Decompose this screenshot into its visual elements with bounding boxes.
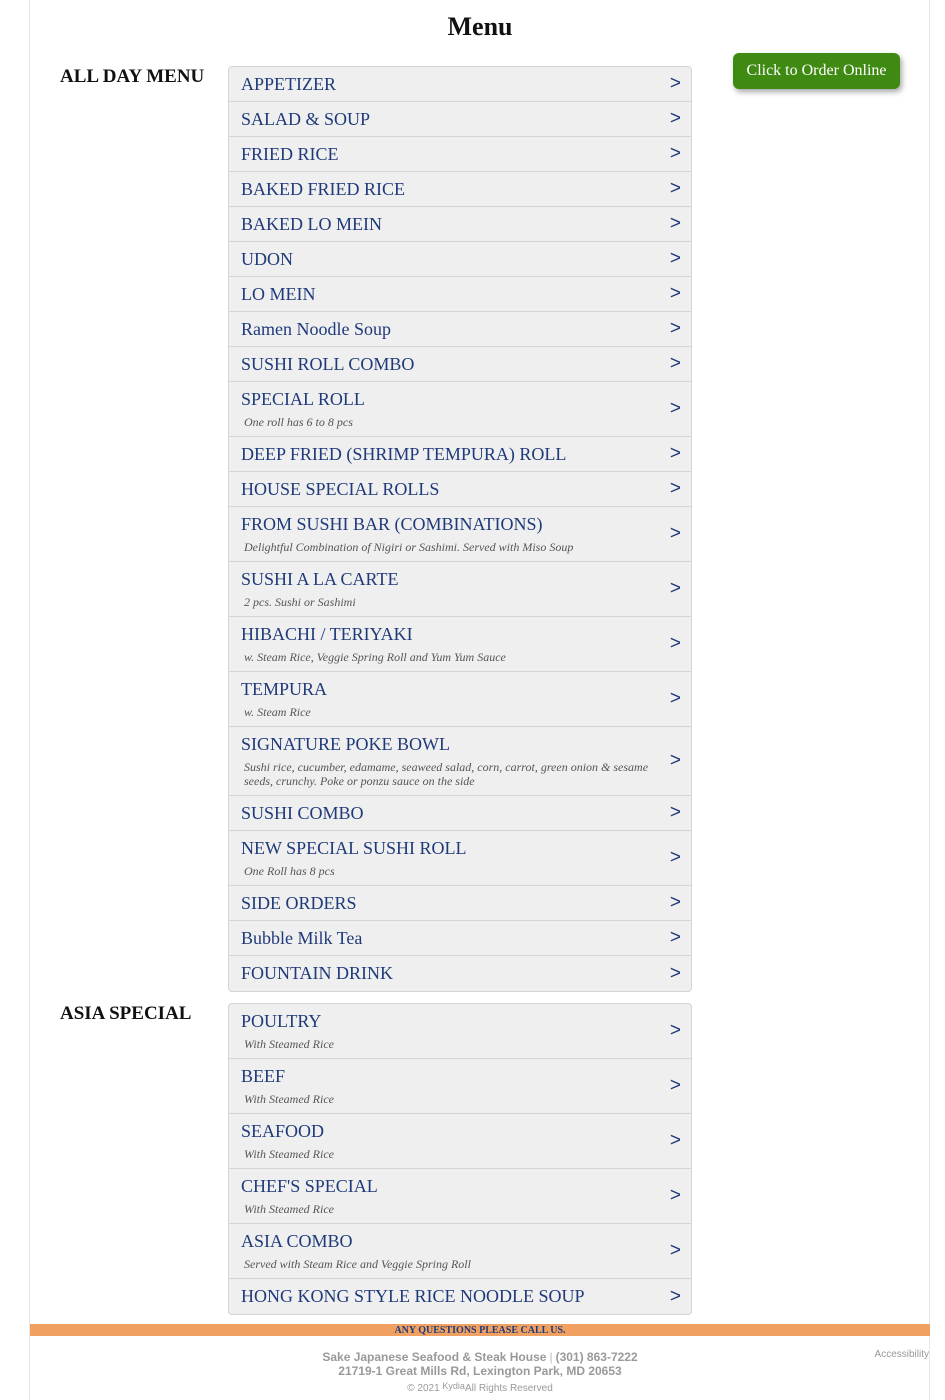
chevron-right-icon: > xyxy=(669,1285,681,1307)
chevron-right-icon: > xyxy=(669,398,681,419)
category-item-baked-fried-rice[interactable] xyxy=(229,172,691,207)
category-name: UDON xyxy=(241,249,293,269)
category-description: With Steamed Rice xyxy=(244,1037,334,1051)
chevron-right-icon: > xyxy=(669,353,681,374)
category-item-hong-kong-style-rice-noodle-soup[interactable] xyxy=(229,1279,691,1314)
chevron-right-icon: > xyxy=(669,523,681,544)
chevron-right-icon: > xyxy=(669,283,681,304)
chevron-right-icon: > xyxy=(669,688,681,709)
category-item-asia-combo[interactable] xyxy=(229,1224,691,1279)
footer-copyright xyxy=(0,1381,945,1394)
category-item-fried-rice[interactable] xyxy=(229,137,691,172)
category-name: FROM SUSHI BAR (COMBINATIONS) xyxy=(241,514,543,534)
category-description: w. Steam Rice, Veggie Spring Roll and Yum Yum Sauce xyxy=(244,650,506,664)
category-name: BEEF xyxy=(241,1066,286,1086)
chevron-right-icon: > xyxy=(669,213,681,234)
category-description: Delightful Combination of Nigiri or Sashimi. Served with Miso Soup xyxy=(244,540,574,554)
call-us-banner: ANY QUESTIONS PLEASE CALL US. xyxy=(30,1324,930,1336)
category-name: SEAFOOD xyxy=(241,1121,325,1141)
category-item-house-special-rolls[interactable] xyxy=(229,472,691,507)
category-name: BAKED FRIED RICE xyxy=(241,179,406,199)
category-item-ramen-noodle-soup[interactable] xyxy=(229,312,691,347)
chevron-right-icon: > xyxy=(669,1075,681,1096)
chevron-right-icon: > xyxy=(669,248,681,269)
category-name: Ramen Noodle Soup xyxy=(241,319,391,339)
category-item-hibachi-teriyaki[interactable] xyxy=(229,617,691,672)
category-item-fountain-drink[interactable] xyxy=(229,956,691,991)
category-name: HIBACHI / TERIYAKI xyxy=(241,624,413,644)
chevron-right-icon: > xyxy=(669,962,681,984)
category-name: BAKED LO MEIN xyxy=(241,214,382,234)
order-online-button[interactable]: Click to Order Online xyxy=(733,53,900,89)
category-name: SUSHI ROLL COMBO xyxy=(241,354,415,374)
category-description: With Steamed Rice xyxy=(244,1147,334,1161)
category-item-deep-fried-shrimp-tempura-roll[interactable] xyxy=(229,437,691,472)
page-title: Menu xyxy=(447,12,513,41)
category-name: SPECIAL ROLL xyxy=(241,389,365,409)
category-list-asia-special xyxy=(228,1003,692,1315)
category-name: TEMPURA xyxy=(241,679,328,699)
category-item-salad-soup[interactable] xyxy=(229,102,691,137)
chevron-right-icon: > xyxy=(669,802,681,823)
category-description: With Steamed Rice xyxy=(244,1092,334,1106)
category-name: LO MEIN xyxy=(241,284,316,304)
category-item-chef-s-special[interactable] xyxy=(229,1169,691,1224)
category-description: w. Steam Rice xyxy=(244,705,311,719)
category-item-signature-poke-bowl[interactable] xyxy=(229,727,691,796)
chevron-right-icon: > xyxy=(669,478,681,499)
chevron-right-icon: > xyxy=(669,143,681,164)
category-item-new-special-sushi-roll[interactable] xyxy=(229,831,691,886)
category-item-poultry[interactable] xyxy=(229,1004,691,1059)
section-title-all-day-menu: ALL DAY MENU xyxy=(60,66,205,87)
category-name: APPETIZER xyxy=(241,74,337,94)
category-item-from-sushi-bar-combinations[interactable] xyxy=(229,507,691,562)
chevron-right-icon: > xyxy=(669,108,681,129)
restaurant-name: Sake Japanese Seafood & Steak House xyxy=(322,1350,547,1364)
category-name: POULTRY xyxy=(241,1011,322,1031)
chevron-right-icon: > xyxy=(669,318,681,339)
category-name: HONG KONG STYLE RICE NOODLE SOUP xyxy=(241,1286,585,1306)
chevron-right-icon: > xyxy=(669,892,681,913)
category-name: SIDE ORDERS xyxy=(241,893,357,913)
category-item-side-orders[interactable] xyxy=(229,886,691,921)
category-item-sushi-roll-combo[interactable] xyxy=(229,347,691,382)
category-name: SUSHI A LA CARTE xyxy=(241,569,399,589)
category-description: With Steamed Rice xyxy=(244,1202,334,1216)
category-list-all-day-menu xyxy=(228,66,692,992)
accessibility-link[interactable]: Accessibility xyxy=(874,1349,929,1360)
chevron-right-icon: > xyxy=(669,847,681,868)
restaurant-address: 21719-1 Great Mills Rd, Lexington Park, MD 20653 xyxy=(338,1364,622,1378)
footer-contact xyxy=(0,1350,945,1364)
category-name: HOUSE SPECIAL ROLLS xyxy=(241,479,440,499)
category-description: 2 pcs. Sushi or Sashimi xyxy=(244,595,356,609)
kydia-logo[interactable]: Kydia xyxy=(442,1381,465,1391)
chevron-right-icon: > xyxy=(669,1240,681,1261)
copyright-year: © 2021 xyxy=(407,1383,440,1394)
category-name: NEW SPECIAL SUSHI ROLL xyxy=(241,838,467,858)
chevron-right-icon: > xyxy=(669,578,681,599)
category-name: SIGNATURE POKE BOWL xyxy=(241,734,450,754)
category-item-bubble-milk-tea[interactable] xyxy=(229,921,691,956)
category-name: FOUNTAIN DRINK xyxy=(241,963,394,983)
category-item-lo-mein[interactable] xyxy=(229,277,691,312)
chevron-right-icon: > xyxy=(669,178,681,199)
category-item-special-roll[interactable] xyxy=(229,382,691,437)
category-name: SALAD & SOUP xyxy=(241,109,371,129)
chevron-right-icon: > xyxy=(669,633,681,654)
category-item-sushi-combo[interactable] xyxy=(229,796,691,831)
category-item-beef[interactable] xyxy=(229,1059,691,1114)
category-name: ASIA COMBO xyxy=(241,1231,353,1251)
category-name: DEEP FRIED (SHRIMP TEMPURA) ROLL xyxy=(241,444,567,464)
category-item-baked-lo-mein[interactable] xyxy=(229,207,691,242)
category-name: SUSHI COMBO xyxy=(241,803,364,823)
category-item-seafood[interactable] xyxy=(229,1114,691,1169)
section-title-asia-special: ASIA SPECIAL xyxy=(60,1003,192,1024)
chevron-right-icon: > xyxy=(669,73,681,94)
category-description: One roll has 6 to 8 pcs xyxy=(244,415,353,429)
category-description: One Roll has 8 pcs xyxy=(244,864,335,878)
category-item-udon[interactable] xyxy=(229,242,691,277)
category-item-appetizer[interactable] xyxy=(229,67,691,102)
category-description: Served with Steam Rice and Veggie Spring Roll xyxy=(244,1257,471,1271)
rights-text: All Rights Reserved xyxy=(464,1383,553,1394)
chevron-right-icon: > xyxy=(669,443,681,464)
chevron-right-icon: > xyxy=(669,750,681,771)
chevron-right-icon: > xyxy=(669,927,681,948)
category-item-sushi-a-la-carte[interactable] xyxy=(229,562,691,617)
chevron-right-icon: > xyxy=(669,1130,681,1151)
chevron-right-icon: > xyxy=(669,1020,681,1041)
category-name: Bubble Milk Tea xyxy=(241,928,363,948)
category-name: FRIED RICE xyxy=(241,144,339,164)
phone-link[interactable]: (301) 863-7222 xyxy=(555,1350,638,1364)
category-name: CHEF'S SPECIAL xyxy=(241,1176,378,1196)
category-item-tempura[interactable] xyxy=(229,672,691,727)
category-description: Sushi rice, cucumber, edamame, seaweed salad, corn, carrot, green onion & sesame seeds, crunchy. Poke or ponzu sauce on the side xyxy=(244,760,649,788)
footer-separator: | xyxy=(549,1350,553,1364)
chevron-right-icon: > xyxy=(669,1185,681,1206)
